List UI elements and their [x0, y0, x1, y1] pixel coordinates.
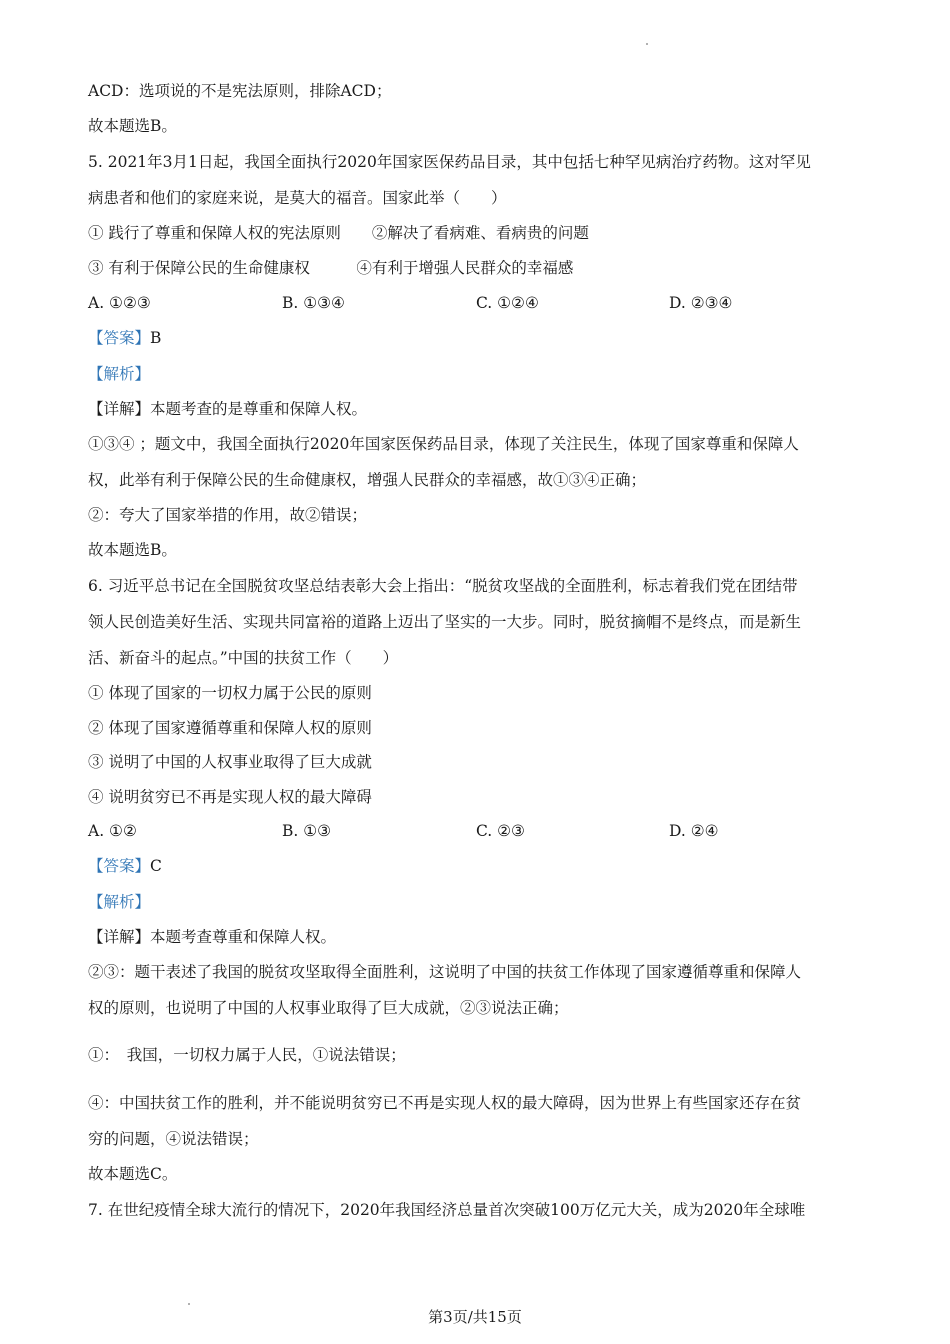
question-6-detail: 穷的问题，④说法错误；: [88, 1130, 259, 1148]
answer-label: 【答案】: [88, 329, 151, 347]
text-line: 故本题选B。: [88, 117, 177, 135]
question-5-statement: ① 践行了尊重和保障人权的宪法原则 ②解决了看病难、看病贵的问题: [88, 224, 589, 242]
question-6-statement: ③ 说明了中国的人权事业取得了巨大成就: [88, 753, 372, 771]
question-6-detail: ①： 我国，一切权力属于人民，①说法错误；: [88, 1046, 406, 1064]
analysis-label: 【解析】: [88, 893, 151, 911]
question-5-statement: ③ 有利于保障公民的生命健康权 ④有利于增强人民群众的幸福感: [88, 259, 574, 277]
question-5-detail: ②：夸大了国家举措的作用，故②错误；: [88, 506, 368, 524]
question-6-stem: 6. 习近平总书记在全国脱贫攻坚总结表彰大会上指出：“脱贫攻坚战的全面胜利，标志着我们党在团结带: [88, 577, 798, 595]
question-5-stem: 病患者和他们的家庭来说，是莫大的福音。国家此举（ ）: [88, 189, 507, 207]
question-7-stem: 7. 在世纪疫情全球大流行的情况下，2020年我国经济总量首次突破100万亿元大关，成为2020年全球唯: [88, 1201, 806, 1219]
question-6-statement: ④ 说明贫穷已不再是实现人权的最大障碍: [88, 788, 372, 806]
question-5-option-b: B. ①③④: [282, 294, 345, 312]
question-6-stem: 领人民创造美好生活、实现共同富裕的道路上迈出了坚实的一大步。同时，脱贫摘帽不是终点，而是新生: [88, 613, 802, 631]
question-5-detail: 权，此举有利于保障公民的生命健康权，增强人民群众的幸福感，故①③④正确；: [88, 471, 647, 489]
question-6-option-a: A. ①②: [88, 822, 137, 840]
analysis-label: 【解析】: [88, 365, 151, 383]
question-6-statement: ② 体现了国家遵循尊重和保障人权的原则: [88, 719, 372, 737]
question-6-stem: 活、新奋斗的起点。”中国的扶贫工作（ ）: [88, 649, 399, 667]
question-6-option-b: B. ①③: [282, 822, 332, 840]
question-6-detail: 【详解】本题考查尊重和保障人权。: [88, 928, 337, 946]
question-6-statement: ① 体现了国家的一切权力属于公民的原则: [88, 684, 372, 702]
text-line: ACD：选项说的不是宪法原则，排除ACD；: [88, 82, 392, 100]
question-5-answer: [88, 327, 864, 349]
answer-label: 【答案】: [88, 857, 151, 875]
question-6-detail: 权的原则，也说明了中国的人权事业取得了巨大成就，②③说法正确；: [88, 999, 569, 1017]
question-5-stem: 5. 2021年3月1日起，我国全面执行2020年国家医保药品目录，其中包括七种罕见病治疗药物。这对罕见: [88, 153, 811, 171]
question-5-option-d: D. ②③④: [669, 294, 733, 312]
question-6-option-d: D. ②④: [669, 822, 719, 840]
answer-value: C: [150, 857, 162, 875]
answer-value: B: [150, 329, 162, 347]
question-6-detail: ②③：题干表述了我国的脱贫攻坚取得全面胜利，这说明了中国的扶贫工作体现了国家遵循尊重和保障人: [88, 963, 802, 981]
question-6-detail: ④：中国扶贫工作的胜利，并不能说明贫穷已不再是实现人权的最大障碍，因为世界上有些国家还存在贫: [88, 1094, 802, 1112]
question-5-detail: ①③④ ；题文中，我国全面执行2020年国家医保药品目录，体现了关注民生，体现了国家尊重和保障人: [88, 435, 799, 453]
question-6-option-c: C. ②③: [476, 822, 525, 840]
page-number: 第3页/共15页: [428, 1308, 522, 1326]
question-5-detail: 故本题选B。: [88, 541, 177, 559]
scan-dot: [188, 1303, 190, 1305]
question-5-option-a: A. ①②③: [88, 294, 151, 312]
scan-dot: [646, 43, 648, 45]
question-5-option-c: C. ①②④: [476, 294, 539, 312]
question-6-answer: [88, 855, 864, 877]
question-6-detail: 故本题选C。: [88, 1165, 178, 1183]
question-5-detail: 【详解】本题考查的是尊重和保障人权。: [88, 400, 368, 418]
